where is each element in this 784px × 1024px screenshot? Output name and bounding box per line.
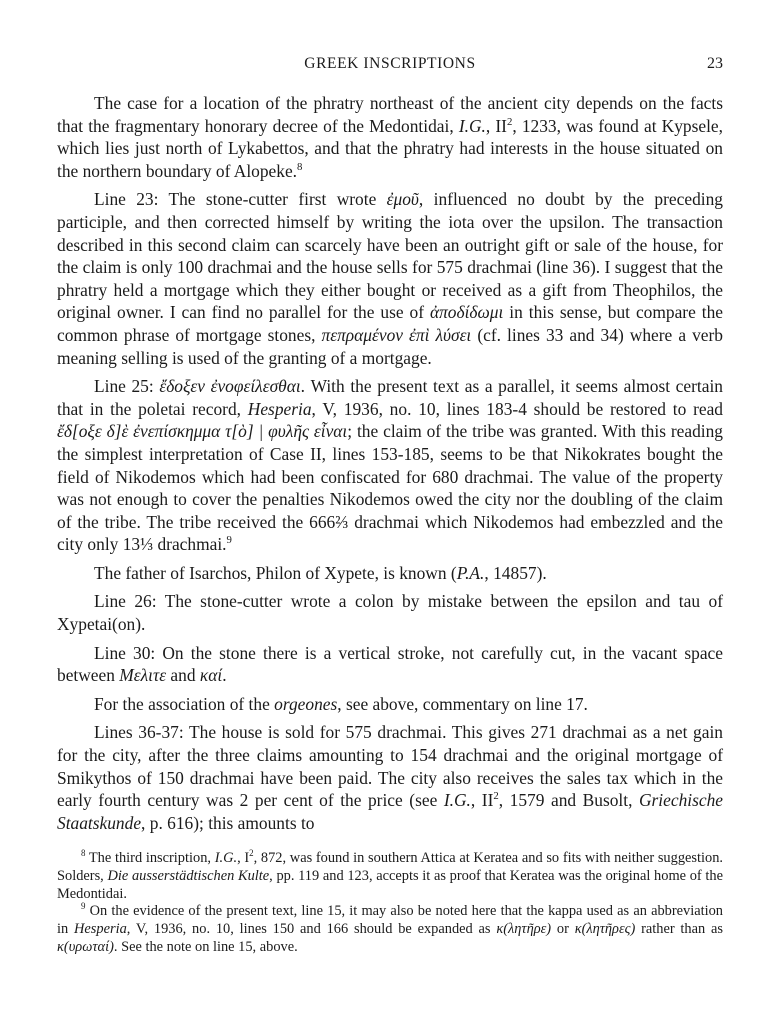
paragraph-line-30: Line 30: On the stone there is a vertical stroke, not carefully cut, in the vacant space between Μελιτε and καί.: [57, 642, 723, 686]
footnote-ref-9[interactable]: 9: [226, 534, 232, 547]
body-text: [57, 92, 723, 840]
page-number: 23: [707, 55, 723, 72]
paragraph-line-23: Line 23: The stone-cutter first wrote ἐμοῦ, influenced no doubt by the preceding participle, and then corrected himself by writing the iota over the upsilon. The transaction described in this second claim can scarcely have been an outright gift or sale of the house, for the claim is only 100 drachmai and the house sells for 575 drachmai (line 36). I suggest that the phratry held a mortgage which they either bought or received as a gift from Theophilos, the original owner. I can find no parallel for the use of ἀποδίδωμι in this sense, but compare the common phrase of mortgage stones, πεπραμένον ἐπὶ λύσει (cf. lines 33 and 34) where a verb meaning selling is used of the granting of a mortgage.: [57, 189, 724, 368]
paragraph-orgeones: For the association of the orgeones, see above, commentary on line 17.: [94, 693, 588, 714]
running-header: [57, 55, 723, 77]
paragraph-lines-36-37: Lines 36-37: The house is sold for 575 drachmai. This gives 271 drachmai as a net gain for the city, after the three claims amounting to 154 drachmai and the original mortgage of Smikythos of 150 drachmai have been paid. The city also receives the sales tax which in the early fourth century was 2 per cent of the price (see I.G., $II^2$, 1579 and Busolt, Griechische Staatskunde, p. 616); this amounts to: [57, 722, 723, 833]
paragraph-line-25: Line 25: ἔδοξεν ἐνοφείλεσθαι. With the present text as a parallel, it seems almost certain that in the poletai record, Hesperia, V, 1936, no. 10, lines 183-4 should be restored to read ἔδ[οξε δ]ὲ ἐνεπίσκημμα τ[ὸ] | φυλῆς εἶναι; the claim of the tribe was granted. With this reading the simplest interpretation of Case II, lines 153-185, seems to be that Nikokrates bought the field of Nikodemos which had been confiscated for 680 drachmai. The value of the property was not enough to cover the penalties Nikodemos owed the city nor the doubling of the claim of the tribe. The tribe received the 666⅔ drachmai which Nikodemos had embezzled and the city only 13⅓ drachmai.$^9$: [57, 376, 723, 555]
paragraph-isarchos: The father of Isarchos, Philon of Xypete, is known (P.A., 14857).: [94, 562, 547, 583]
footnote-9: $^9$ On the evidence of the present text, line 15, it may also be noted here that the kappa used as an abbreviation in Hesperia, V, 1936, no. 10, lines 150 and 166 should be expanded as κ(λητῆρε) or κ(λητῆρες) rather than as κ(υρωταί). See the note on line 15, above.: [57, 901, 724, 955]
running-title: GREEK INSCRIPTIONS: [304, 55, 476, 72]
paragraph-line-26: Line 26: The stone-cutter wrote a colon by mistake between the epsilon and tau of Xypetai(on).: [57, 591, 723, 635]
paragraph-phratry-location: The case for a location of the phratry northeast of the ancient city depends on the facts that the fragmentary honorary decree of the Medontidai, I.G., $II^2$, 1233, was found at Kypsele, which lies just north of Lykabettos, and that the phratry had interests in the house situated on the northern boundary of Alopeke.$^8$: [57, 93, 724, 181]
footnotes: [57, 850, 723, 957]
footnote-ref-8[interactable]: 8: [297, 160, 303, 173]
footnote-8: $^8$ The third inscription, I.G., $I^2$, 872, was found in southern Attica at Keratea and so fits with neither suggestion. Solders, Die ausserstädtischen Kulte, pp. 119 and 123, accepts it as proof that Keratea was the original home of the Medontidai.: [57, 848, 723, 902]
